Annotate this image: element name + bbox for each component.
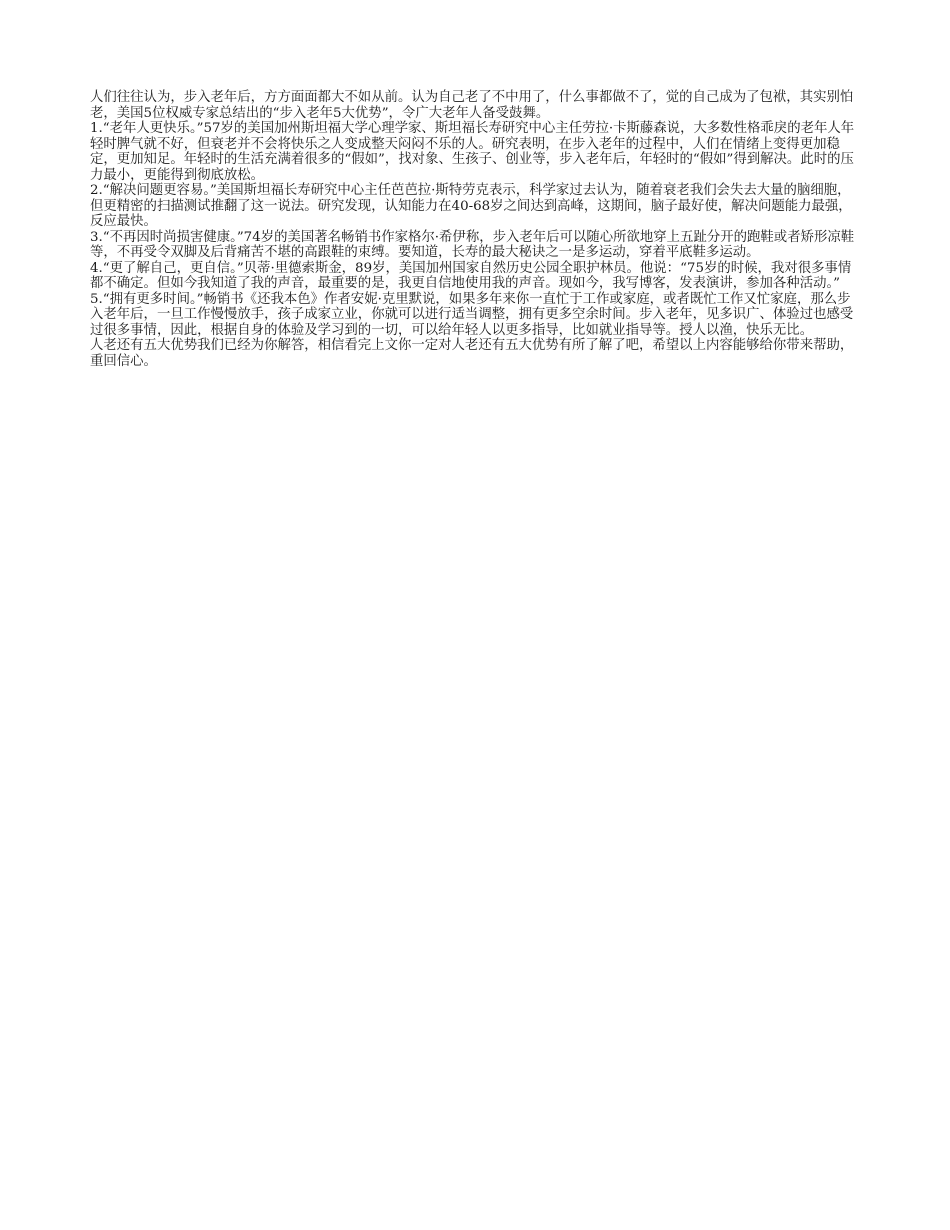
advantage-1-paragraph: 1.“老年人更快乐。”57岁的美国加州斯坦福大学心理学家、斯坦福长寿研究中心主任劳拉·卡斯藤森说，大多数性格乖戾的老年人年轻时脾气就不好，但衰老并不会将快乐之人变成整天闷闷不乐的人。研究表明，在步入老年的过程中，人们在情绪上变得更加稳定，更加知足。年轻时的生活充满着很多的“假如”，找对象、生孩子、创业等，步入老年后，年轻时的“假如”得到解决。此时的压力最小，更能得到彻底放松。 (90, 121, 855, 183)
advantage-2-paragraph: 2.“解决问题更容易。”美国斯坦福长寿研究中心主任芭芭拉·斯特劳克表示，科学家过去认为，随着衰老我们会失去大量的脑细胞，但更精密的扫描测试推翻了这一说法。研究发现，认知能力在40-68岁之间达到高峰，这期间，脑子最好使，解决问题能力最强，反应最快。 (90, 183, 852, 229)
advantage-5-paragraph: 5.“拥有更多时间。”畅销书《还我本色》作者安妮·克里默说，如果多年来你一直忙于工作或家庭，或者既忙工作又忙家庭，那么步入老年后，一旦工作慢慢放手，孩子成家立业，你就可以进行适当调整，拥有更多空余时间。步入老年，见多识广、体验过也感受过很多事情，因此，根据自身的体验及学习到的一切，可以给年轻人以更多指导，比如就业指导等。授人以渔，快乐无比。 (90, 291, 854, 338)
conclusion-paragraph: 人老还有五大优势我们已经为你解答，相信看完上文你一定对人老还有五大优势有所了解了吧，希望以上内容能够给你带来帮助，重回信心。 (90, 338, 854, 369)
advantage-4-paragraph: 4.“更了解自己，更自信。”贝蒂·里德索斯金，89岁，美国加州国家自然历史公园全职护林员。他说：“75岁的时候，我对很多事情都不确定。但如今我知道了我的声音，最重要的是，我更自信地使用我的声音。现如今，我写博客，发表演讲，参加各种活动。” (90, 260, 852, 291)
advantage-3-paragraph: 3.“不再因时尚损害健康。”74岁的美国著名畅销书作家格尔·希伊称，步入老年后可以随心所欲地穿上五趾分开的跑鞋或者矫形凉鞋等，不再受令双脚及后背痛苦不堪的高跟鞋的束缚。要知道，长寿的最大秘诀之一是多运动，穿着平底鞋多运动。 (90, 229, 855, 260)
document-body (90, 90, 860, 369)
intro-paragraph: 人们往往认为，步入老年后，方方面面都大不如从前。认为自己老了不中用了，什么事都做不了，觉的自己成为了包袱，其实别怕老，美国5位权威专家总结出的“步入老年5大优势”，令广大老年人备受鼓舞。 (90, 90, 854, 121)
